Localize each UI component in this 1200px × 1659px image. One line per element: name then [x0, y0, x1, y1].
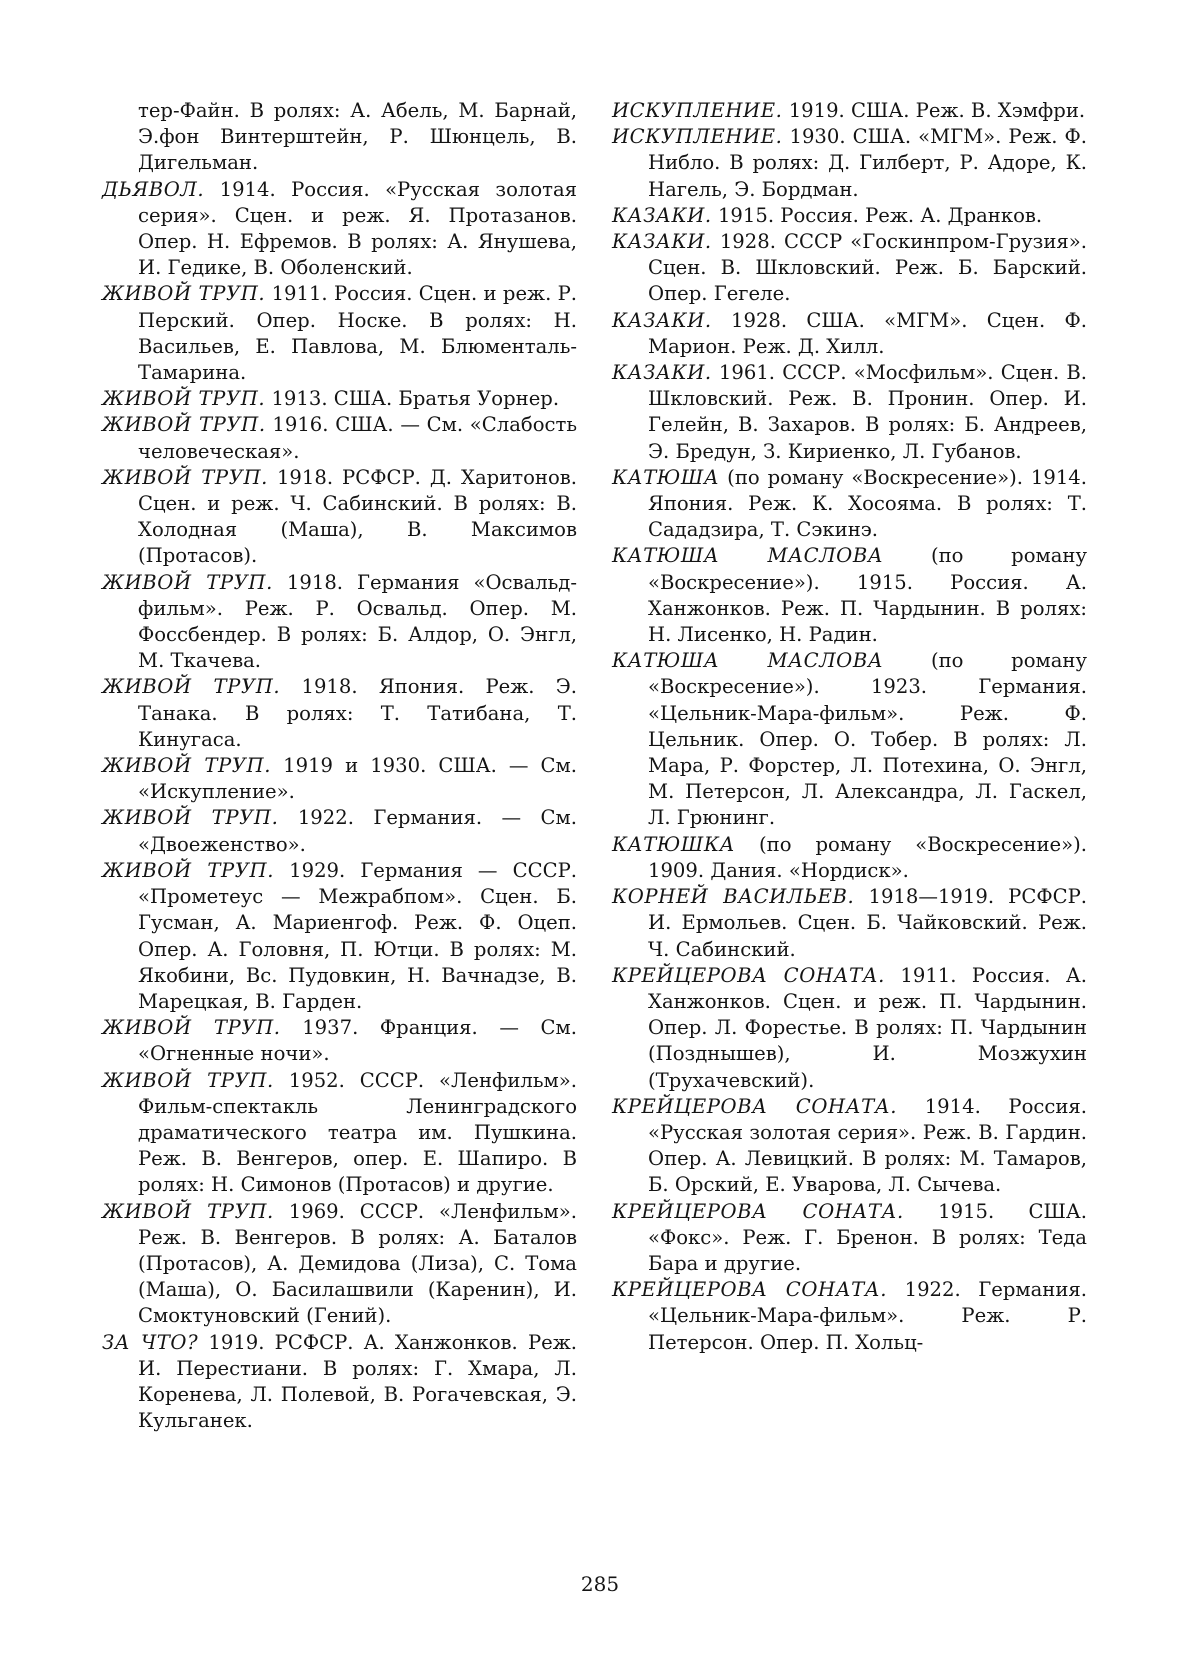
filmography-entry	[612, 648, 1087, 831]
film-title: ЖИВОЙ ТРУП.	[102, 465, 268, 489]
filmography-entry	[102, 281, 577, 386]
filmography-entry	[102, 1199, 577, 1330]
film-details: 1918. РСФСР. Д. Харитонов. Сцен. и реж. Ч. Сабинский. В ролях: В. Холодная (Маша), В. Максимов (Протасов).	[138, 465, 578, 568]
film-details: 1914. Россия. «Русская золотая серия». Сцен. и реж. Я. Протазанов. Опер. Н. Ефремов. В ролях: А. Янушева, И. Гедике, В. Оболенский.	[138, 177, 577, 280]
film-title: ЗА ЧТО?	[102, 1330, 199, 1354]
filmography-entry	[102, 1068, 577, 1199]
filmography-entry	[102, 1330, 577, 1435]
filmography-entry	[102, 412, 577, 464]
film-title: КОРНЕЙ ВАСИЛЬЕВ.	[612, 885, 855, 909]
film-title: КАТЮШКА	[612, 832, 736, 856]
filmography-entry	[612, 360, 1087, 465]
filmography-entry	[612, 832, 1087, 884]
film-title: КАТЮША	[612, 465, 720, 489]
film-details: (по роману «Воскресение»). 1909. Дания. «Нордиск».	[648, 832, 1087, 882]
film-details: 1928. СССР «Госкинпром-Грузия». Сцен. В. Шкловский. Реж. Б. Барский. Опер. Гегеле.	[648, 230, 1087, 306]
film-title: ЖИВОЙ ТРУП.	[102, 1199, 274, 1223]
film-details: 1919 и 1930. США. — См. «Искупление».	[138, 754, 577, 804]
film-details: 1911. Россия. Сцен. и реж. Р. Перский. Опер. Носке. В ролях: Н. Васильев, Е. Павлова, М. Блюменталь-Тамарина.	[138, 282, 577, 385]
filmography-entry	[612, 124, 1087, 203]
film-details: (по роману «Воскресение»). 1923. Германия. «Цельник-Мара-фильм». Реж. Ф. Цельник. Опер. О. Тобер. В ролях: Л. Мара, Р. Форстер, Л. Потехина, О. Энгл, М. Петерсон, Л. Александра, Л. Гаскел, Л. Грюнинг.	[648, 649, 1087, 830]
film-title: КРЕЙЦЕРОВА СОНАТА.	[612, 963, 885, 987]
film-title: КРЕЙЦЕРОВА СОНАТА.	[612, 1278, 888, 1302]
film-details: 1916. США. — См. «Слабость человеческая».	[138, 413, 577, 463]
page-number: 285	[580, 1572, 620, 1596]
film-title: ИСКУПЛЕНИЕ.	[612, 99, 783, 122]
film-title: КРЕЙЦЕРОВА СОНАТА.	[612, 1094, 898, 1118]
filmography-entry	[612, 543, 1087, 648]
film-title: ЖИВОЙ ТРУП.	[102, 1016, 281, 1040]
filmography-entry	[102, 98, 577, 177]
filmography-entry	[612, 308, 1087, 360]
filmography-entry	[612, 963, 1087, 1094]
film-title: КАТЮША МАСЛОВА	[612, 649, 884, 673]
film-title: ЖИВОЙ ТРУП.	[102, 754, 272, 778]
film-title: ДЬЯВОЛ.	[102, 177, 205, 201]
film-details: 1937. Франция. — См. «Огненные ночи».	[138, 1016, 577, 1066]
film-details: тер-Файн. В ролях: А. Абель, М. Барнай, Э.фон Винтерштейн, Р. Шюнцель, В. Дигельман.	[138, 99, 577, 175]
filmography-entry	[612, 98, 1087, 124]
film-details: 1919. РСФСР. А. Ханжонков. Реж. И. Перестиани. В ролях: Г. Хмара, Л. Коренева, Л. Полевой, В. Рогачевская, Э. Кульганек.	[138, 1330, 577, 1433]
film-details: 1922. Германия. — См. «Двоеженство».	[138, 806, 577, 856]
film-title: КРЕЙЦЕРОВА СОНАТА.	[612, 1199, 904, 1223]
film-details: 1911. Россия. А. Ханжонков. Сцен. и реж. П. Чардынин. Опер. Л. Форестье. В ролях: П. Чардынин (Позднышев), И. Мозжухин (Трухачевский).	[648, 963, 1087, 1092]
film-details: (по роману «Воскресение»). 1914. Япония. Реж. К. Хосояма. В ролях: Т. Сададзира, Т. Сэкинэ.	[648, 465, 1087, 542]
right-column	[612, 98, 1087, 1356]
filmography-entry	[102, 674, 577, 753]
film-title: ЖИВОЙ ТРУП.	[102, 1068, 274, 1092]
filmography-entry	[612, 1094, 1087, 1199]
film-title: КАЗАКИ.	[612, 308, 712, 332]
film-title: ЖИВОЙ ТРУП.	[102, 387, 266, 411]
film-title: КАЗАКИ.	[612, 203, 712, 227]
filmography-entry	[102, 465, 577, 570]
film-title: ИСКУПЛЕНИЕ.	[612, 125, 783, 149]
filmography-entry	[612, 1277, 1087, 1356]
filmography-entry	[102, 753, 577, 805]
film-title: КАЗАКИ.	[612, 361, 712, 385]
film-title: КАЗАКИ.	[612, 230, 712, 254]
film-details: 1918. Япония. Реж. Э. Танака. В ролях: Т. Татибана, Т. Кинугаса.	[138, 675, 577, 751]
film-title: ЖИВОЙ ТРУП.	[102, 858, 275, 882]
filmography-entry	[612, 229, 1087, 308]
film-title: ЖИВОЙ ТРУП.	[102, 806, 279, 830]
film-details: (по роману «Воскресение»). 1915. Россия. А. Ханжонков. Реж. П. Чардынин. В ролях: Н. Лисенко, Н. Радин.	[648, 544, 1087, 647]
film-details: 1918—1919. РСФСР. И. Ермольев. Сцен. Б. Чайковский. Реж. Ч. Сабинский.	[648, 885, 1087, 961]
filmography-entry	[612, 884, 1087, 963]
film-details: 1913. США. Братья Уорнер.	[271, 387, 560, 411]
film-details: 1952. СССР. «Ленфильм». Фильм-спектакль Ленинградского драматического театра им. Пушкина. Реж. В. Венгеров, опер. Е. Шапиро. В ролях: Н. Симонов (Протасов) и другие.	[138, 1068, 577, 1197]
film-details: 1919. США. Реж. В. Хэмфри.	[788, 99, 1086, 122]
film-title: КАТЮША МАСЛОВА	[612, 544, 884, 568]
film-details: 1929. Германия — СССР. «Прометеус — Межрабпом». Сцен. Б. Гусман, А. Мариенгоф. Реж. Ф. Оцеп. Опер. А. Головня, П. Ютци. В ролях: М. Якобини, Вс. Пудовкин, Н. Вачнадзе, В. Марецкая, В. Гарден.	[138, 858, 577, 1013]
film-details: 1969. СССР. «Ленфильм». Реж. В. Венгеров. В ролях: А. Баталов (Протасов), А. Демидова (Лиза), С. Тома (Маша), О. Басилашвили (Каренин), И. Смоктуновский (Гений).	[138, 1199, 577, 1328]
film-title: ЖИВОЙ ТРУП.	[102, 570, 273, 594]
film-details: 1961. СССР. «Мосфильм». Сцен. В. Шкловский. Реж. В. Пронин. Опер. И. Гелейн, В. Захаров. В ролях: Б. Андреев, Э. Бредун, З. Кириенко, Л. Губанов.	[648, 361, 1087, 463]
film-details: 1928. США. «МГМ». Сцен. Ф. Марион. Реж. Д. Хилл.	[648, 308, 1087, 358]
left-column	[102, 98, 577, 1434]
film-title: ЖИВОЙ ТРУП.	[102, 282, 266, 306]
filmography-entry	[102, 177, 577, 282]
filmography-entry	[102, 570, 577, 675]
filmography-entry	[612, 465, 1087, 544]
film-details: 1915. Россия. Реж. А. Дранков.	[717, 203, 1043, 227]
film-details: 1930. США. «МГМ». Реж. Ф. Нибло. В ролях: Д. Гилберт, Р. Адоре, К. Нагель, Э. Бордман.	[648, 125, 1087, 201]
filmography-entry	[102, 386, 577, 412]
film-details: 1922. Германия. «Цельник-Мара-фильм». Реж. Р. Петерсон. Опер. П. Хольц-	[648, 1278, 1087, 1354]
filmography-entry	[102, 1015, 577, 1067]
filmography-entry	[612, 203, 1087, 229]
filmography-entry	[102, 805, 577, 857]
filmography-entry	[102, 858, 577, 1015]
film-details: 1918. Германия «Освальд-фильм». Реж. Р. Освальд. Опер. М. Фоссбендер. В ролях: Б. Алдор, О. Энгл, М. Ткачева.	[138, 570, 577, 673]
film-details: 1915. США. «Фокс». Реж. Г. Бренон. В ролях: Теда Бара и другие.	[648, 1199, 1087, 1275]
filmography-entry	[612, 1199, 1087, 1278]
film-title: ЖИВОЙ ТРУП.	[102, 413, 266, 437]
film-title: ЖИВОЙ ТРУП.	[102, 675, 281, 699]
film-details: 1914. Россия. «Русская золотая серия». Реж. В. Гардин. Опер. А. Левицкий. В ролях: М. Тамаров, Б. Орский, Е. Уварова, Л. Сычева.	[648, 1094, 1087, 1197]
